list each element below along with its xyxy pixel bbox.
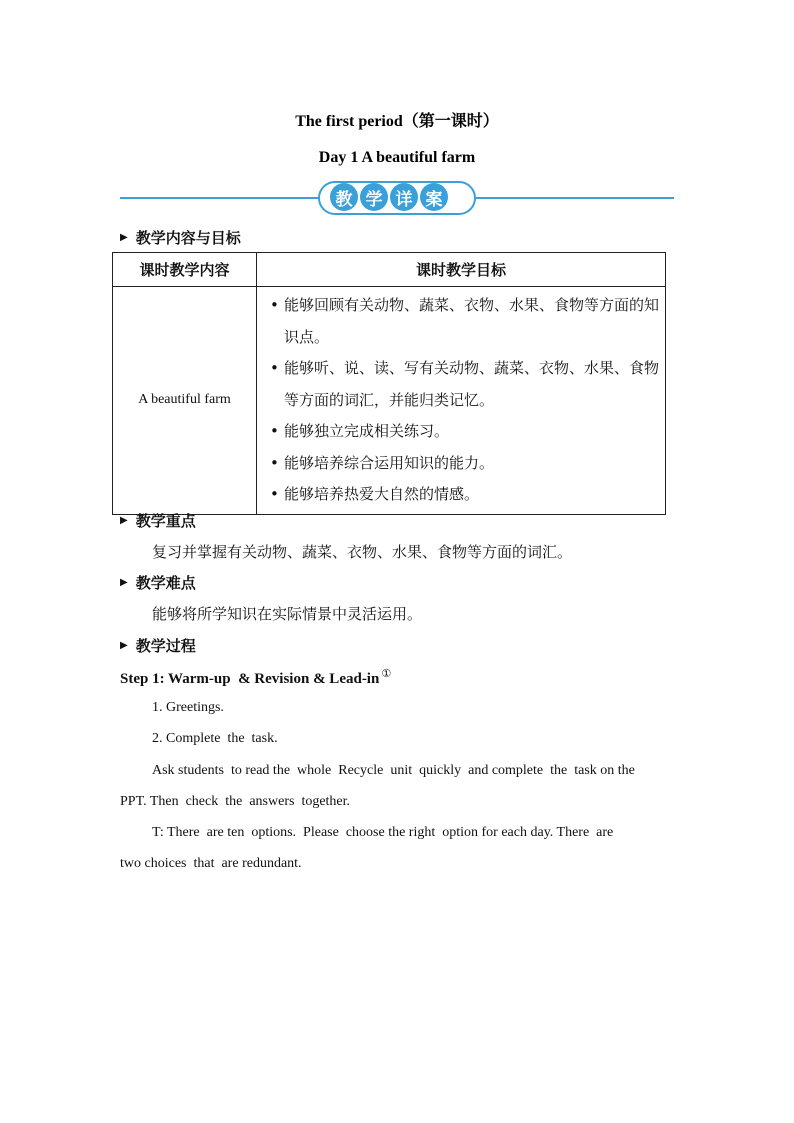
triangle-icon: ▶ <box>120 232 128 243</box>
list-item: • 能够听、说、读、写有关动物、蔬菜、衣物、水果、食物等方面的词汇，并能归类记忆。 <box>270 353 660 416</box>
goal-list <box>258 288 664 513</box>
footnote-marker: ① <box>381 667 392 680</box>
paragraph-line: Ask students to read the whole Recycle unit quickly and complete the task on the <box>152 763 635 778</box>
step-item-task: 2. Complete the task. <box>152 731 278 746</box>
step-title <box>120 667 391 688</box>
banner-line-right <box>474 197 674 199</box>
banner-char: 教 <box>330 183 358 211</box>
banner-char: 详 <box>390 183 418 211</box>
page-title: The first period（第一课时） <box>295 113 499 130</box>
key-points-text: 复习并掌握有关动物、蔬菜、衣物、水果、食物等方面的词汇。 <box>152 543 573 561</box>
lesson-plan-table <box>112 252 666 515</box>
banner-char: 案 <box>420 183 448 211</box>
section-heading-key-points <box>120 510 196 531</box>
banner-char: 学 <box>360 183 388 211</box>
difficulties-text: 能够将所学知识在实际情景中灵活运用。 <box>152 605 423 623</box>
section-heading-label: 教学重点 <box>135 512 196 530</box>
list-item: • 能够回顾有关动物、蔬菜、衣物、水果、食物等方面的知识点。 <box>270 290 660 353</box>
table-header-goals: 课时教学目标 <box>257 253 666 287</box>
triangle-icon: ▶ <box>120 515 128 526</box>
triangle-icon: ▶ <box>120 640 128 651</box>
banner-line-left <box>120 197 320 199</box>
step-title-text: Step 1: Warm-up & Revision & Lead-in <box>120 671 380 687</box>
section-heading-content-goals <box>120 227 241 248</box>
table-row <box>113 287 666 515</box>
triangle-icon: ▶ <box>120 577 128 588</box>
list-item: • 能够培养热爱大自然的情感。 <box>270 479 660 511</box>
paragraph-line: two choices that are redundant. <box>120 856 302 871</box>
table-cell-content: A beautiful farm <box>113 287 257 515</box>
section-heading-difficulties <box>120 572 196 593</box>
section-heading-process <box>120 635 196 656</box>
page-subtitle: Day 1 A beautiful farm <box>318 149 476 166</box>
table-header-content: 课时教学内容 <box>113 253 257 287</box>
paragraph-line: T: There are ten options. Please choose the right option for each day. There are <box>152 825 614 840</box>
table-cell-goals <box>257 287 666 515</box>
banner <box>330 183 448 211</box>
list-item: • 能够独立完成相关练习。 <box>270 416 660 448</box>
list-item: • 能够培养综合运用知识的能力。 <box>270 448 660 480</box>
table-header-row <box>113 253 666 287</box>
section-heading-label: 教学内容与目标 <box>135 229 241 247</box>
section-heading-label: 教学过程 <box>135 637 196 655</box>
step-item-greetings: 1. Greetings. <box>152 700 224 715</box>
section-heading-label: 教学难点 <box>135 574 196 592</box>
paragraph-line: PPT. Then check the answers together. <box>120 794 351 809</box>
